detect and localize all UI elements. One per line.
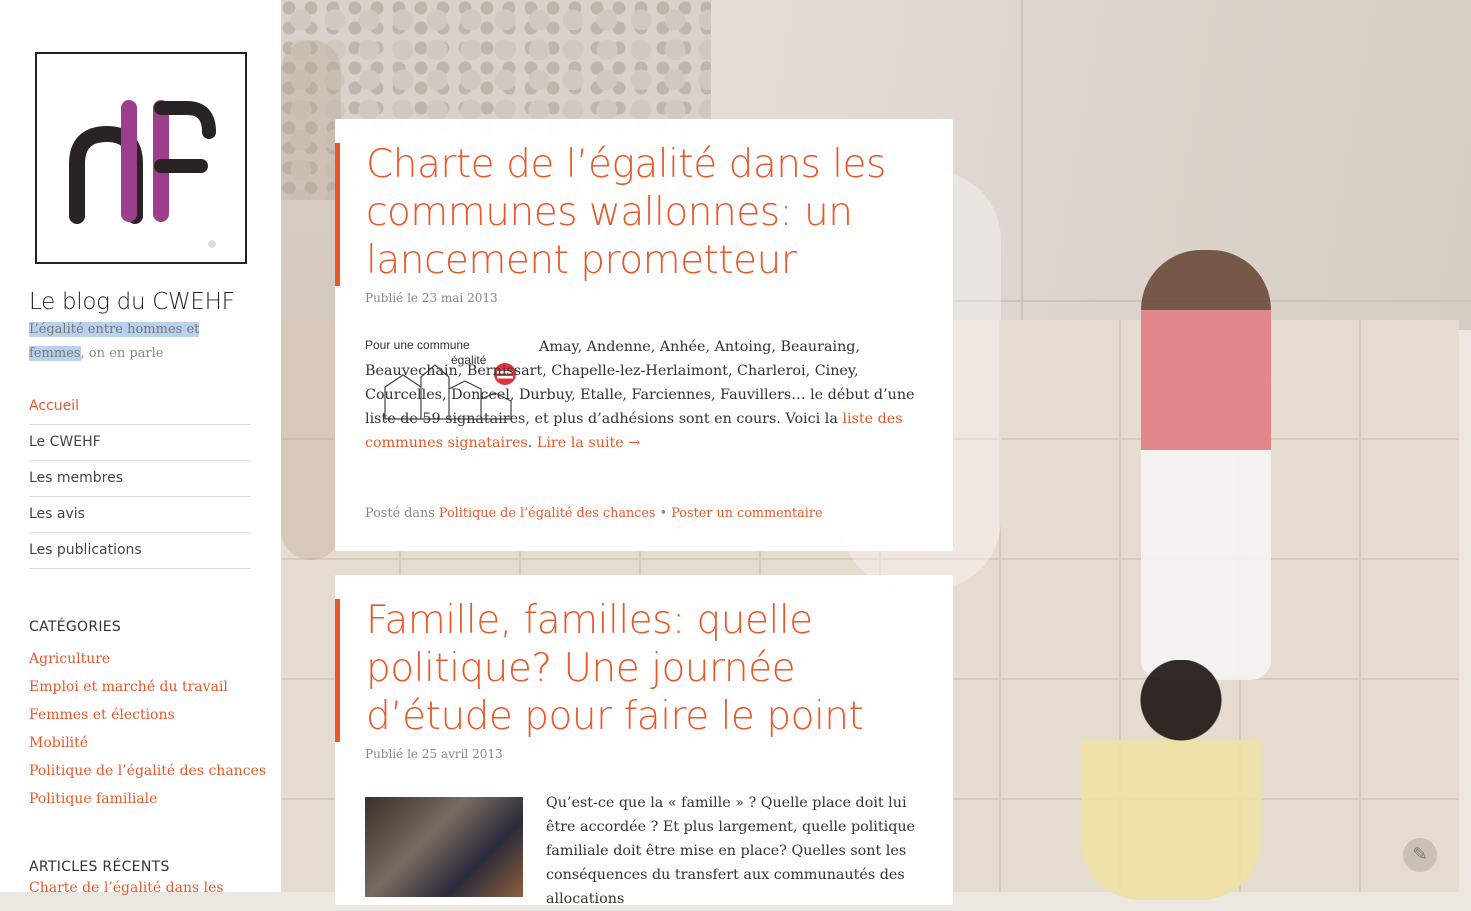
title-accent-bar (335, 143, 340, 286)
edit-icon[interactable]: ✎ (1403, 838, 1437, 872)
category-link[interactable]: Femmes et élections (29, 707, 175, 723)
menu-item-le-cwehf[interactable]: Le CWEHF (29, 425, 251, 461)
read-more-link[interactable]: Lire la suite → (536, 435, 641, 451)
post-title[interactable]: Charte de l’égalité dans les communes wallonnes: un lancement prometteur (366, 142, 886, 283)
category-link[interactable]: Emploi et marché du travail (29, 679, 228, 695)
category-link[interactable]: Mobilité (29, 735, 89, 751)
post-excerpt: Qu’est-ce que la « famille » ? Quelle place doit lui être accordée ? Et plus largement, quelle politique familiale doit être mise en place? Quelles sont les conséquences du transfert aux communautés des allocations (546, 795, 916, 907)
title-accent-bar (335, 599, 340, 742)
post-excerpt: Amay, Andenne, Anhée, Antoing, Beauraing, Beauvechain, Bernissart, Chapelle-lez-Herlaimont, Charleroi, Ciney, Courcelles, Donceel, Durbuy, Etalle, Farciennes, Fauvillers… le début d’une liste de 59 signataires, et plus d’adhésions sont en cours. Voici la liste des communes signataires. Lire la suite → (365, 339, 915, 451)
post-comment-link[interactable]: Poster un commentaire (671, 506, 823, 521)
post-card (335, 119, 953, 551)
categories-widget-title: CATÉGORIES (29, 619, 122, 635)
post-category-link[interactable]: Politique de l’égalité des chances (438, 506, 656, 521)
categories-list (29, 645, 266, 813)
menu-item-les-membres[interactable]: Les membres (29, 461, 251, 497)
category-link[interactable]: Politique de l’égalité des chances (29, 763, 267, 779)
menu-item-accueil[interactable]: Accueil (29, 389, 251, 425)
svg-text:égalité: égalité (451, 353, 487, 367)
selected-text: L’égalité entre hommes et femmes (29, 322, 200, 361)
main-menu (29, 389, 251, 569)
recent-post-link[interactable]: Charte de l’égalité dans les (29, 880, 224, 896)
post-title[interactable]: Famille, familles: quelle politique? Une journée d’étude pour faire le point (366, 598, 864, 739)
menu-item-les-avis[interactable]: Les avis (29, 497, 251, 533)
sidebar (0, 0, 281, 896)
recent-posts-widget-title: ARTICLES RÉCENTS (29, 859, 170, 875)
site-title[interactable]: Le blog du CWEHF (29, 289, 235, 315)
thumb-caption: Pour une commune (365, 338, 470, 352)
post-date: Publié le 25 avril 2013 (365, 747, 503, 761)
post-card (335, 575, 953, 905)
post-thumbnail[interactable] (365, 797, 523, 897)
menu-item-les-publications[interactable]: Les publications (29, 533, 251, 569)
category-link[interactable]: Agriculture (29, 651, 111, 667)
site-logo[interactable] (35, 52, 247, 264)
communes-list-link[interactable]: liste des communes signataires (365, 411, 903, 451)
post-date: Publié le 23 mai 2013 (365, 291, 498, 305)
post-footer-meta: Posté dans Politique de l’égalité des chances • Poster un commentaire (365, 506, 823, 521)
site-description: L’égalité entre hommes et femmes, on en parle (29, 322, 200, 361)
category-link[interactable]: Politique familiale (29, 791, 158, 807)
